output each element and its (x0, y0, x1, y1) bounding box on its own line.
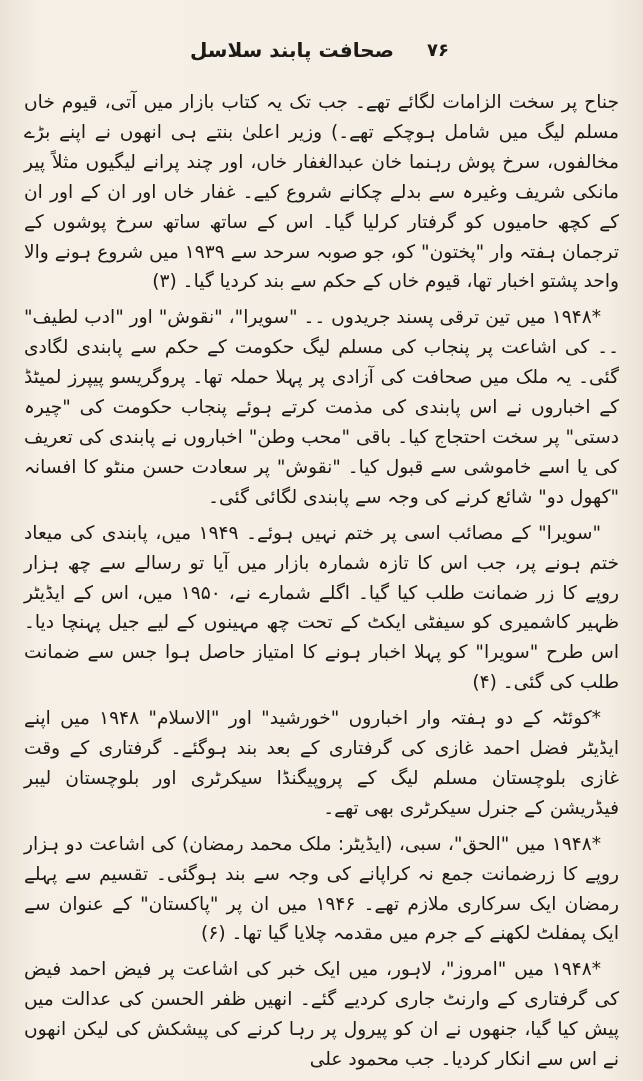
paragraph: "سویرا" کے مصائب اسی پر ختم نہیں ہوئے۔ ۱۹۴۹ میں، پابندی کی میعاد ختم ہونے پر، جب اس کا تازہ شمارہ بازار میں آیا تو رسالے سے چھ ہزار روپے کا زر ضمانت طلب کیا گیا۔ اگلے شمارے نے، ۱۹۵۰ میں، اس کے ایڈیٹر ظہیر کاشمیری کو سیفٹی ایکٹ کے تحت چھ مہینوں کے لیے جیل پہنچا دیا۔ اس طرح "سویرا" کو پہلا اخبار ہونے کا امتیاز حاصل ہوا جس سے ضمانت طلب کی گئی۔ (۴) (24, 522, 619, 694)
paragraph: *کوئٹہ کے دو ہفتہ وار اخباروں "خورشید" اور "الاسلام" ۱۹۴۸ میں اپنے ایڈیٹر فضل احمد غازی کی گرفتاری کے بعد بند ہوگئے۔ گرفتاری کے وقت غازی بلوچستان مسلم لیگ کے پروپیگنڈا سیکرٹری اور بلوچستان لیبر فیڈریشن کے جنرل سیکرٹری بھی تھے۔ (24, 708, 619, 819)
paragraph: *۱۹۴۸ میں "امروز"، لاہور، میں ایک خبر کی اشاعت پر فیض احمد فیض کی گرفتاری کے وارنٹ جاری کردیے گئے۔ انھیں ظفر الحسن کی عدالت میں پیش کیا گیا، جنھوں نے ان کو پیرول پر رہا کرنے کی پیشکش کی لیکن انھوں نے اس سے انکار کردیا۔ جب محمود علی (24, 959, 619, 1071)
paragraph: *۱۹۴۸ میں تین ترقی پسند جریدوں ۔۔ "سویرا"، "نقوش" اور "ادب لطیف" ۔۔ کی اشاعت پر پنجاب کی مسلم لیگ حکومت کے حکم سے پابندی لگادی گئی۔ یہ ملک میں صحافت کی آزادی پر پہلا حملہ تھا۔ پروگریسو پیپرز لمیٹڈ کے اخباروں نے اس پابندی کی مذمت کرتے ہوئے پنجاب حکومت کی "چیرہ دستی" پر سخت احتجاج کیا۔ باقی "محب وطن" اخباروں نے پابندی کی تعریف کی یا اسے خاموشی سے قبول کیا۔ "نقوش" پر سعادت حسن منٹو کا افسانہ "کھول دو" شائع کرنے کی وجہ سے پابندی لگائی گئی۔ (24, 307, 619, 508)
page-body (24, 88, 619, 1081)
page-number: ۷۶ (427, 40, 449, 61)
page-header (24, 38, 619, 68)
running-title: صحافت پابند سلاسل (189, 38, 394, 62)
paragraph: جناح پر سخت الزامات لگائے تھے۔ جب تک یہ کتاب بازار میں آتی، قیوم خاں مسلم لیگ میں شامل ہوچکے تھے۔) وزیر اعلیٰ بنتے ہی انھوں نے اپنے بڑے مخالفوں، سرخ پوش رہنما خان عبدالغفار خاں، اور چند پرانے لیگیوں مثلاً پیر مانکی شریف وغیرہ سے بدلے چکانے شروع کیے۔ غفار خاں اور ان کے اور ان کے کچھ حامیوں کو گرفتار کرلیا گیا۔ اس کے ساتھ ساتھ سرخ پوشوں کے ترجمان ہفتہ وار "پختون" کو، جو صوبہ سرحد سے ۱۹۳۹ میں شروع ہونے والا واحد پشتو اخبار تھا، قیوم خاں کے حکم سے بند کردیا گیا۔ (۳) (24, 92, 619, 293)
paragraph: *۱۹۴۸ میں "الحق"، سبی، (ایڈیٹر: ملک محمد رمضان) کی اشاعت دو ہزار روپے کا زرضمانت جمع نہ کراپانے کی وجہ سے بند ہوگئی۔ تقسیم سے پہلے رمضان ایک سرکاری ملازم تھے۔ ۱۹۴۶ میں ان پر "پاکستان" کے عنوان سے ایک پمفلٹ لکھنے کے جرم میں مقدمہ چلایا گیا تھا۔ (۶) (24, 833, 619, 945)
